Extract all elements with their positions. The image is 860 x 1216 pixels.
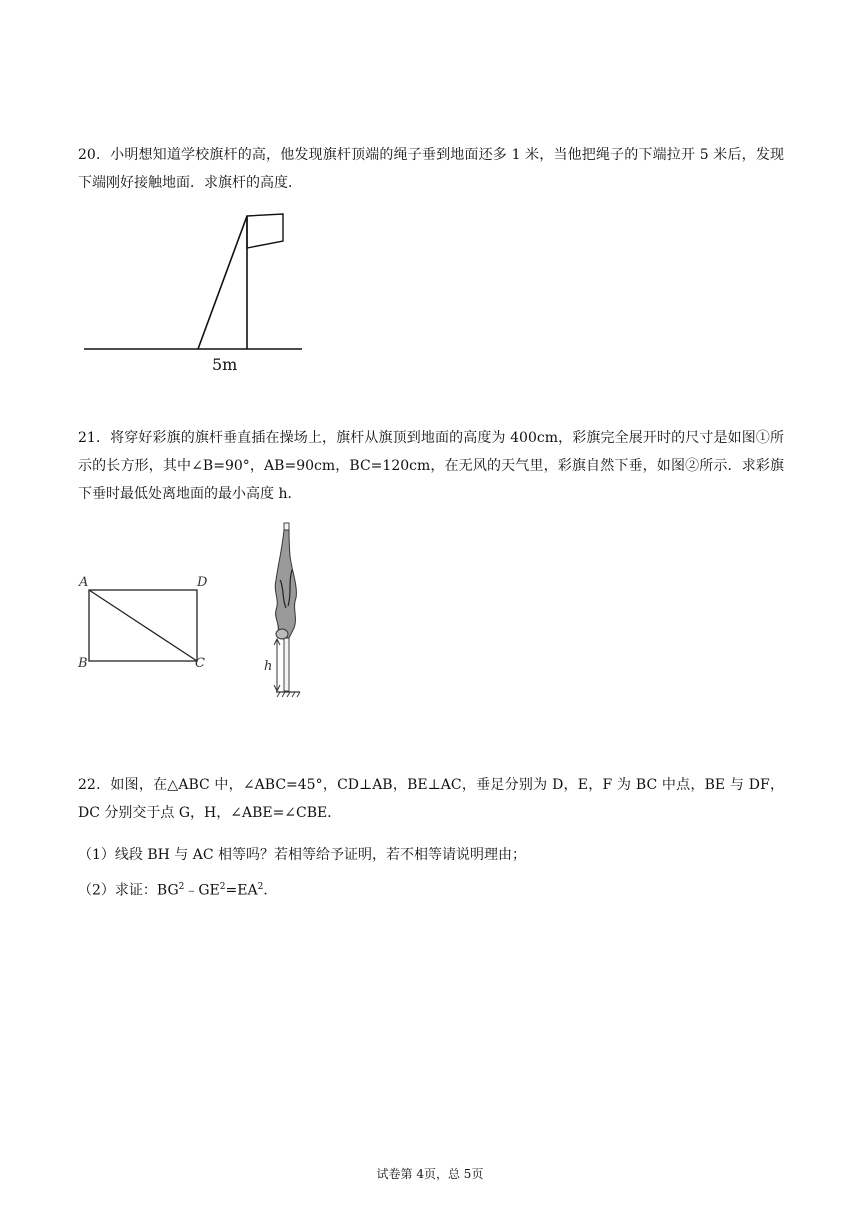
page-footer: 试卷第 4页，总 5页 (376, 1167, 484, 1181)
label-d: D (197, 575, 208, 590)
question-21-text: 21．将穿好彩旗的旗杆垂直插在操场上，旗杆从旗顶到地面的高度为 400cm，彩旗完全展开时的尺寸是如图①所示的长方形，其中∠B=90°，AB=90cm，BC=120cm，在无风的天气里，彩旗自然下垂，如图②所示．求彩旗下垂时最低处离地面的最小高度 h． (78, 430, 784, 502)
question-22-part-2: （2）求证：$BG^2﹣GE^2=EA^2$． (78, 882, 278, 899)
question-22-text: 22．如图，在△ABC 中，∠ABC=45°，CD⊥AB，BE⊥AC，垂足分别为 D，E，F 为 BC 中点，BE 与 DF，DC 分别交于点 G，H，∠ABE=∠CBE． (78, 777, 784, 821)
question-20-text: 20．小明想知道学校旗杆的高，他发现旗杆顶端的绳子垂到地面还多 1 米，当他把绳子的下端拉开 5 米后，发现下端刚好接触地面．求旗杆的高度． (78, 147, 784, 191)
flag-bottom-fold (276, 629, 288, 639)
hanging-flag-figure (258, 520, 318, 700)
question-22-part-1: （1）线段 BH 与 AC 相等吗？若相等给予证明，若不相等请说明理由； (78, 847, 527, 863)
rope (198, 216, 247, 349)
flagpole-diagram (80, 208, 310, 378)
label-b: B (78, 656, 88, 671)
flag-rectangle-figure (76, 572, 216, 672)
height-label: h (264, 659, 273, 674)
distance-label: 5m (212, 355, 238, 374)
draped-flag (275, 530, 296, 638)
flag (247, 214, 283, 248)
diagonal-ac (89, 590, 197, 661)
label-a: A (79, 575, 89, 590)
label-c: C (195, 656, 205, 671)
